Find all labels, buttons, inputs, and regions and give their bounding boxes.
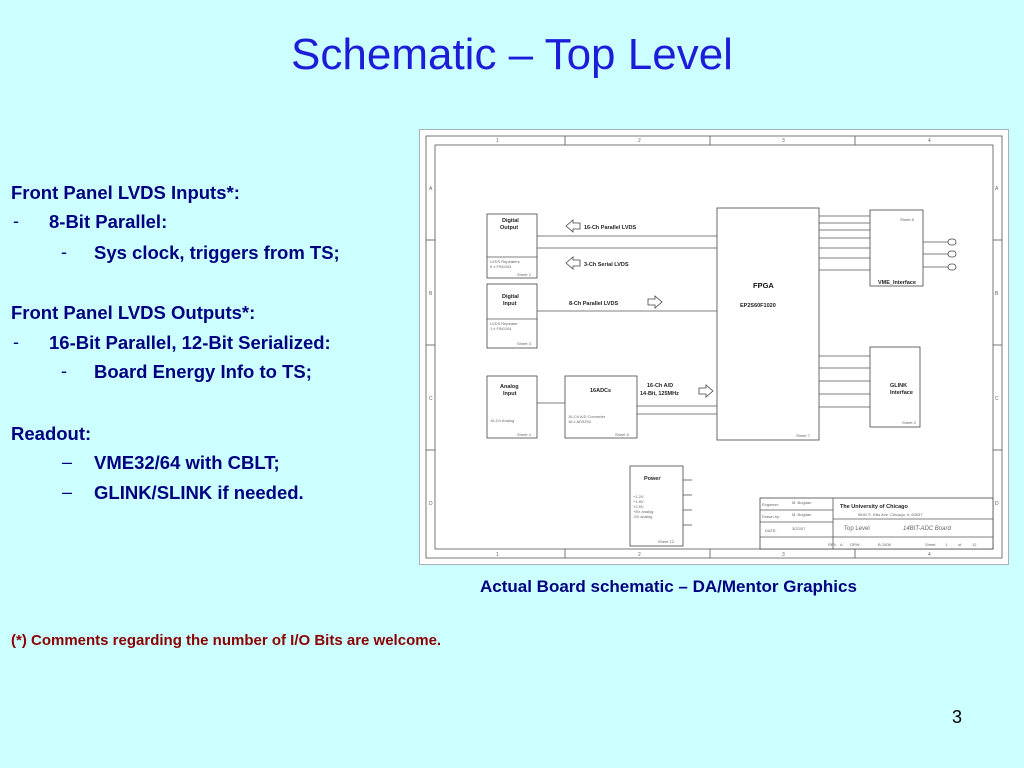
col-label: 2 — [638, 138, 641, 144]
row-label: B — [995, 291, 999, 297]
fpga-title: FPGA — [753, 281, 774, 290]
engineer-label: Engineer: — [762, 502, 780, 507]
level-label: Top Level — [844, 526, 870, 532]
arrow-right — [648, 296, 662, 308]
arrow4-label-2: 14-Bit, 125MHz — [640, 391, 679, 397]
inputs-sub: 8-Bit Parallel: — [49, 211, 168, 232]
org-address: 5640 S. Ellis Ave. Chicago, IL 60637 — [858, 512, 923, 517]
endash-marker: – — [62, 482, 73, 502]
power-rail: +1.2V — [633, 494, 644, 499]
digital-input-sheet: Sheet 3 — [517, 341, 531, 346]
col-label: 3 — [782, 138, 785, 144]
lvds-connector-icons — [948, 239, 956, 270]
vme-label: VME_Interface — [878, 280, 916, 286]
power-rail: +1.8V — [633, 499, 644, 504]
page-number: 3 — [952, 707, 963, 727]
adcs-block — [565, 376, 637, 438]
sheet-label: Sheet — [925, 542, 936, 547]
adcs-sub2: 16 x AD9254 — [568, 419, 591, 424]
row-label: B — [429, 291, 433, 297]
digital-output-sub1: LVDS Repeaters — [490, 259, 520, 264]
drw-label: DRW. — [850, 542, 861, 547]
footnote: (*) Comments regarding the number of I/O Bits are welcome. — [11, 632, 442, 649]
power-sheet: Sheet 12 — [658, 539, 675, 544]
inputs-heading: Front Panel LVDS Inputs*: — [11, 182, 240, 203]
sheet-total: 12 — [972, 542, 977, 547]
col-label: 2 — [638, 552, 641, 558]
schematic-image — [419, 129, 1009, 565]
adcs-sub1: 16-Ch A/D Converter — [568, 414, 606, 419]
drawn-label: Drawn by: — [762, 514, 781, 519]
analog-input-title: Analog Input — [500, 384, 519, 397]
analog-input-sheet: Sheet 4 — [517, 432, 531, 437]
arrow-left — [566, 257, 580, 269]
fpga-part: EP2S60F1020 — [740, 303, 776, 309]
arrow1-label: 16-Ch Parallel LVDS — [584, 225, 637, 231]
readout-item-1: VME32/64 with CBLT; — [94, 452, 280, 473]
dash-marker: - — [13, 332, 19, 352]
glink-label: GLINK Interface — [890, 383, 913, 396]
of-label: of — [958, 542, 962, 547]
drw-value: B-2606 — [878, 542, 891, 547]
drawn-value: M. Bogdan — [792, 512, 812, 517]
col-label: 4 — [928, 552, 931, 558]
rev-value: A — [840, 542, 843, 547]
readout-item-2: GLINK/SLINK if needed. — [94, 482, 304, 503]
col-label: 1 — [496, 138, 499, 144]
row-label: D — [995, 501, 999, 507]
col-label: 3 — [782, 552, 785, 558]
digital-input-sub1: LVDS Repeater — [490, 321, 518, 326]
schematic-drawing — [420, 130, 1008, 564]
org-name: The University of Chicago — [840, 504, 908, 510]
digital-output-sheet: Sheet 2 — [517, 272, 531, 277]
col-label: 4 — [928, 138, 931, 144]
sheet-num: 1 — [945, 542, 948, 547]
engineer-value: M. Bogdan — [792, 500, 812, 505]
col-label: 1 — [496, 552, 499, 558]
outputs-subsub: Board Energy Info to TS; — [94, 361, 312, 382]
date-label: DATE: — [765, 528, 777, 533]
outputs-sub: 16-Bit Parallel, 12-Bit Serialized: — [49, 332, 331, 353]
board-label: 14BIT-ADC Board — [903, 526, 951, 532]
arrow2-label: 3-Ch Serial LVDS — [584, 262, 629, 268]
vme-interface-block — [870, 210, 923, 286]
dash-marker: - — [13, 211, 19, 231]
analog-input-sub1: 16-Ch Analog — [490, 418, 515, 423]
readout-heading: Readout: — [11, 423, 92, 444]
arrow-right — [699, 385, 713, 397]
power-rail: +5V analog — [633, 509, 654, 514]
fpga-block — [717, 208, 819, 440]
row-label: D — [429, 501, 433, 507]
glink-sheet: Sheet 0 — [902, 420, 916, 425]
schematic-caption: Actual Board schematic – DA/Mentor Graphics — [480, 577, 857, 596]
date-value: 3/22/07 — [792, 526, 806, 531]
row-label: A — [429, 186, 433, 192]
slide-title: Schematic – Top Level — [291, 30, 733, 79]
power-title: Power — [644, 476, 661, 482]
row-label: A — [995, 186, 999, 192]
inputs-subsub: Sys clock, triggers from TS; — [94, 242, 340, 263]
digital-output-title: Digital Output — [500, 218, 519, 231]
adcs-title: 16ADCs — [590, 388, 612, 394]
arrow4-label-1: 16-Ch A/D — [647, 383, 674, 389]
vme-sheet: Sheet 8 — [900, 217, 914, 222]
power-rail: -5V analog — [633, 514, 653, 519]
row-label: C — [995, 396, 999, 402]
digital-input-title: Digital Input — [502, 294, 519, 307]
digital-output-sub2: 5 x FIN1104 — [490, 264, 512, 269]
arrow3-label: 8-Ch Parallel LVDS — [569, 301, 619, 307]
endash-marker: – — [62, 452, 73, 472]
rev-label: REV. — [828, 542, 837, 547]
outputs-heading: Front Panel LVDS Outputs*: — [11, 302, 256, 323]
dash-marker: - — [61, 361, 67, 381]
fpga-sheet: Sheet 7 — [796, 433, 810, 438]
arrow-left — [566, 220, 580, 232]
adcs-sheet: Sheet 5 — [615, 432, 629, 437]
dash-marker: - — [61, 242, 67, 262]
power-rail: +2.5V — [633, 504, 644, 509]
digital-input-sub2: 1 x FIN1104 — [490, 326, 512, 331]
row-label: C — [429, 396, 433, 402]
